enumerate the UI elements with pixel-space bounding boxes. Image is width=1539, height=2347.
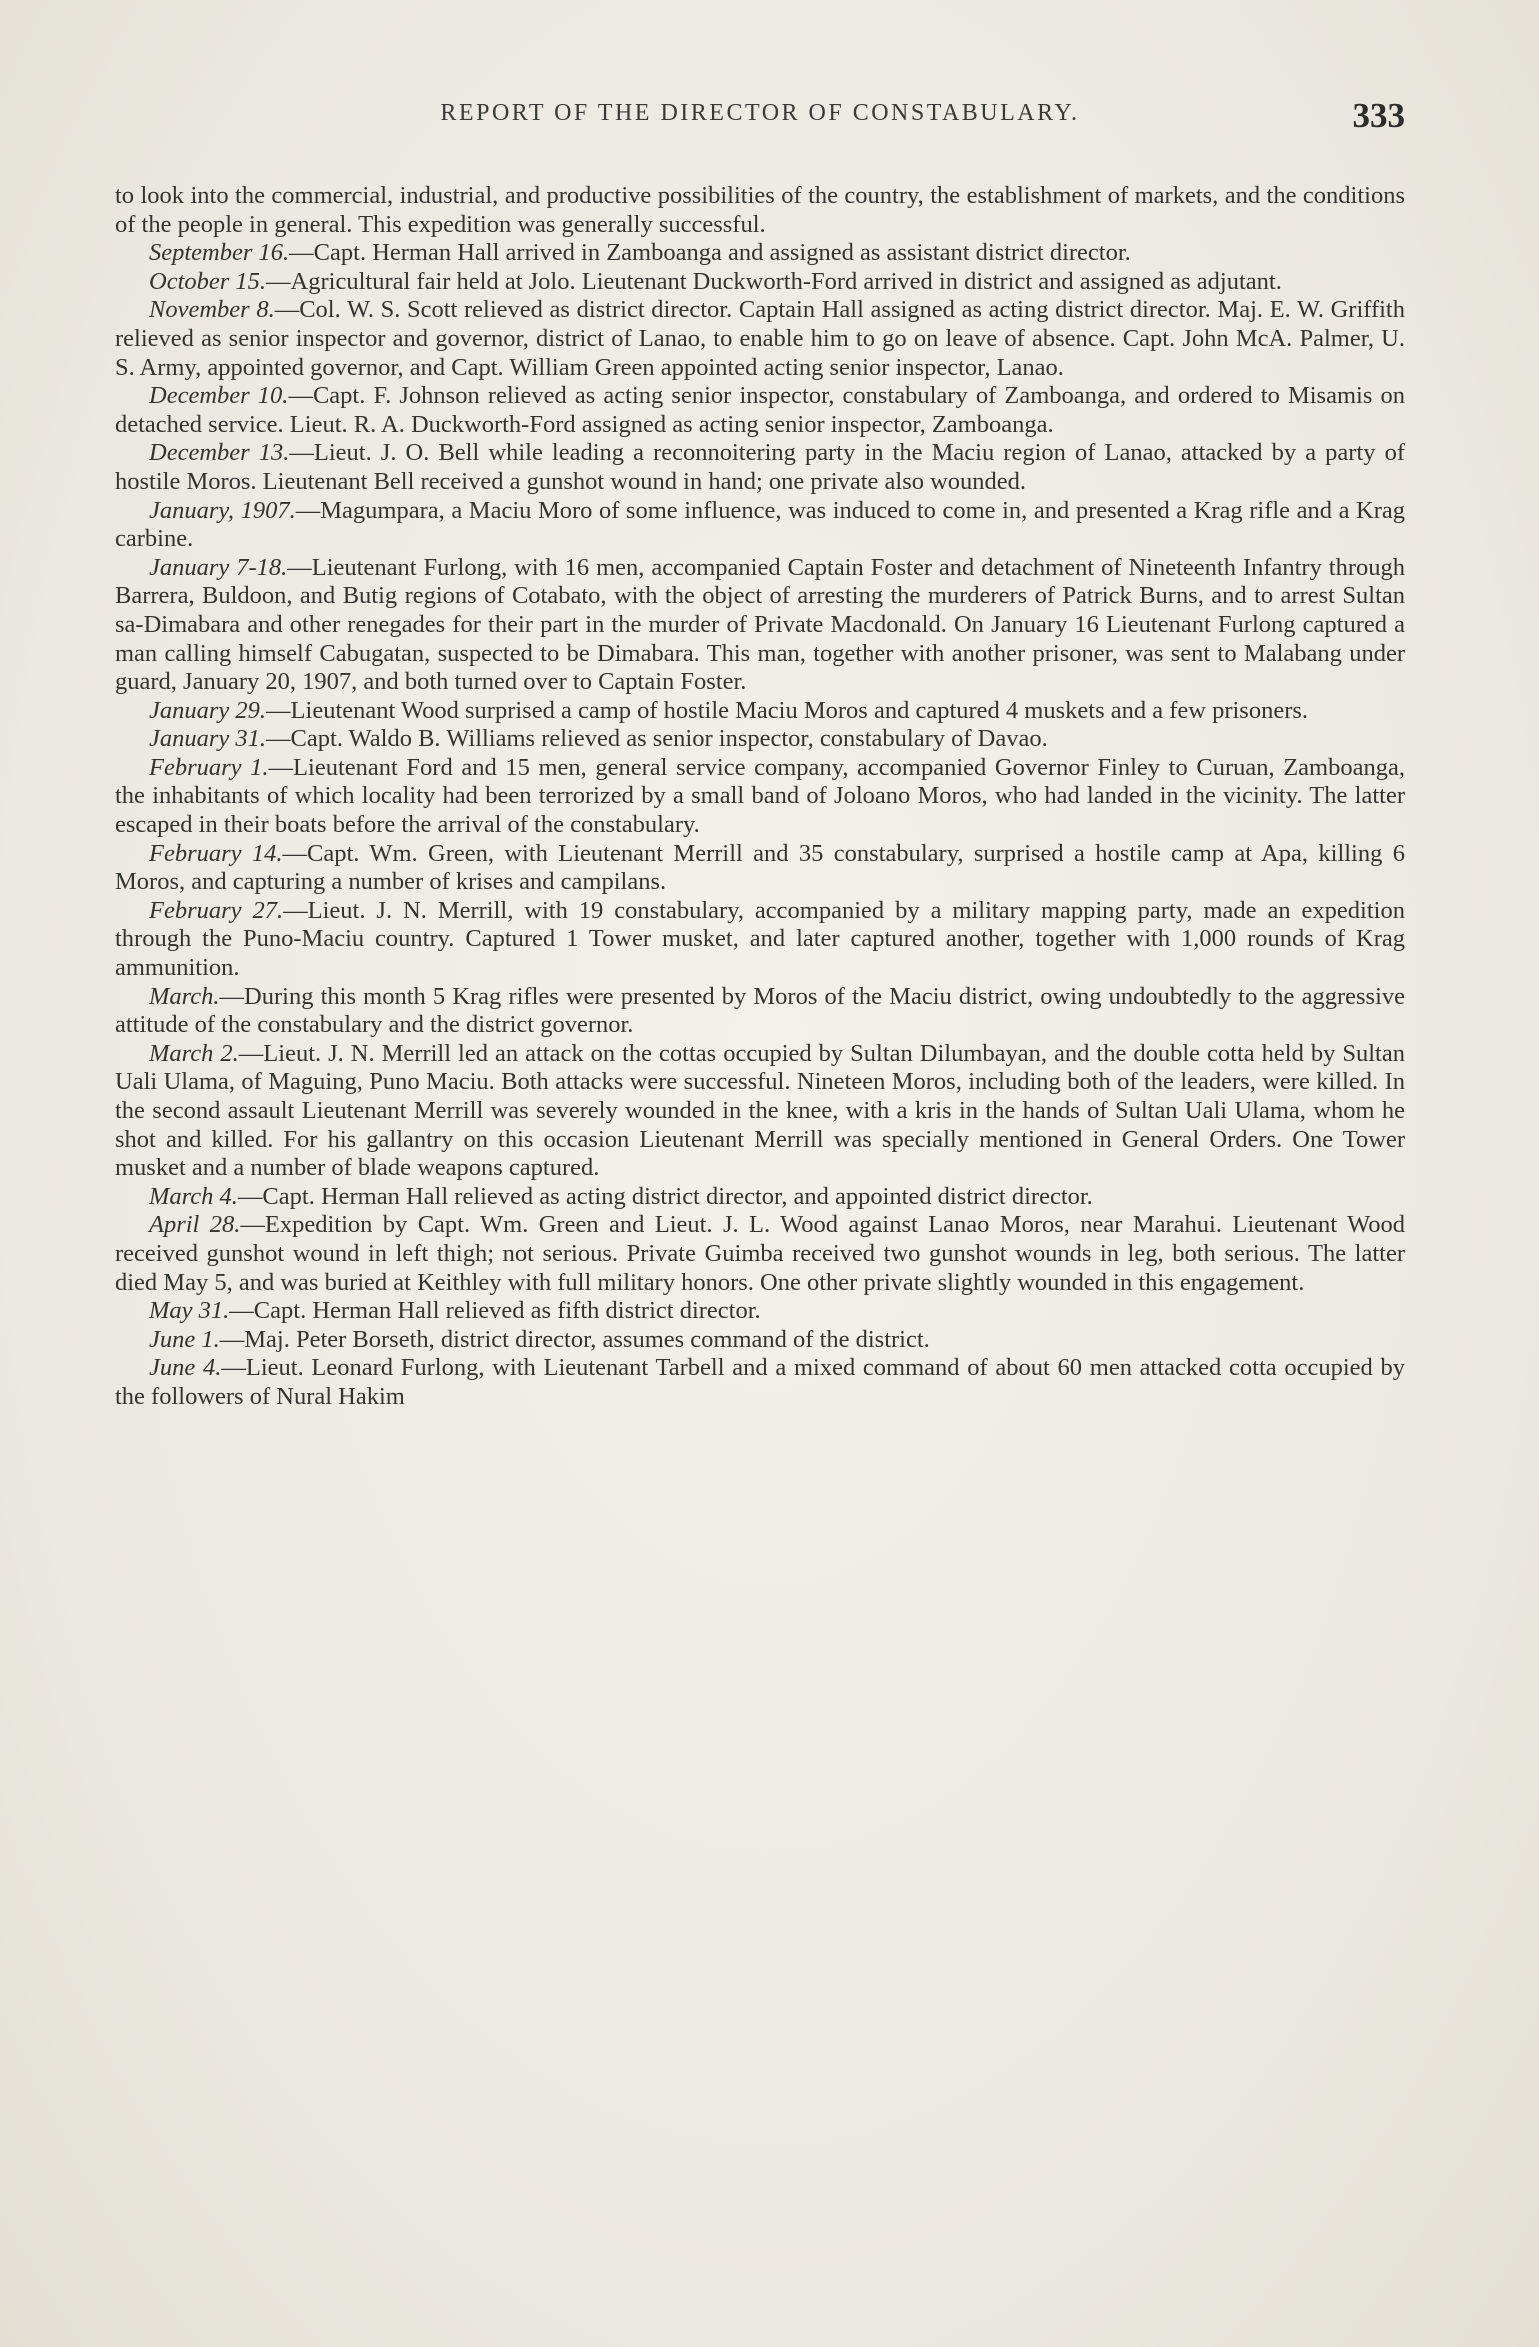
entry-text: —Capt. Herman Hall relieved as acting district director, and appointed district director. — [237, 1182, 1093, 1210]
entry-date: February 14. — [149, 839, 283, 867]
entry-text: —Lieutenant Furlong, with 16 men, accompanied Captain Foster and detachment of Nineteenth Infantry through Barrera, Buldoon, and Butig regions of Cotabato, with the object of arresting the murderers of Patrick Burns, and to arrest Sultan sa-Dimabara and other renegades for their part in the murder of Private Macdonald. On January 16 Lieutenant Furlong captured a man calling himself Cabugatan, suspected to be Dimabara. This man, together with another prisoner, was sent to Malabang under guard, January 20, 1907, and both turned over to Captain Foster. — [115, 553, 1405, 696]
entry-text: —Lieut. Leonard Furlong, with Lieutenant Tarbell and a mixed command of about 60 men attacked cotta occupied by the followers of Nural Hakim — [115, 1354, 1406, 1410]
chronology-entry — [115, 1183, 1405, 1212]
chronology-entry — [115, 268, 1405, 297]
entry-date: February 27. — [149, 896, 284, 924]
entry-text: —Lieutenant Ford and 15 men, general service company, accompanied Governor Finley to Curuan, Zamboanga, the inhabitants of which locality had been terrorized by a small band of Joloano Moros, who had landed in the vicinity. The latter escaped in their boats before the arrival of the constabulary. — [115, 753, 1405, 839]
entry-text: —Lieut. J. O. Bell while leading a reconnoitering party in the Maciu region of Lanao, attacked by a party of hostile Moros. Lieutenant Bell received a gunshot wound in hand; one private also wounded. — [115, 439, 1406, 495]
entry-date: June 1. — [149, 1325, 220, 1353]
body-text — [115, 182, 1405, 1412]
chronology-entry — [115, 1211, 1405, 1297]
entry-date: March 2. — [149, 1039, 239, 1067]
entry-date: October 15. — [149, 267, 267, 295]
chronology-entry — [115, 754, 1405, 840]
running-head: REPORT OF THE DIRECTOR OF CONSTABULARY. — [440, 100, 1080, 126]
entry-text: —Capt. Waldo B. Williams relieved as senior inspector, constabulary of Davao. — [266, 725, 1048, 753]
entry-text: —During this month 5 Krag rifles were presented by Moros of the Maciu district, owing undoubtedly to the aggressive attitude of the constabulary and the district governor. — [115, 982, 1405, 1039]
opening-paragraph: to look into the commercial, industrial, and productive possibilities of the country, the establishment of markets, and the conditions of the people in general. This expedition was generally successful. — [115, 182, 1405, 238]
chronology-entry — [115, 497, 1405, 554]
entry-date: January 31. — [149, 725, 267, 753]
page-header — [115, 96, 1405, 140]
entry-date: February 1. — [149, 753, 269, 781]
entry-date: March. — [149, 982, 220, 1010]
entry-date: April 28. — [149, 1211, 241, 1239]
entry-date: November 8. — [149, 296, 275, 324]
chronology-entry — [115, 1040, 1405, 1183]
chronology-entry — [115, 1326, 1405, 1355]
chronology-entry — [115, 296, 1405, 382]
entry-text: —Capt. Wm. Green, with Lieutenant Merrill and 35 constabulary, surprised a hostile camp at Apa, killing 6 Moros, and capturing a number of krises and campilans. — [115, 839, 1405, 896]
entry-date: May 31. — [149, 1297, 230, 1325]
entry-date: June 4. — [149, 1354, 222, 1382]
entry-text: —Col. W. S. Scott relieved as district director. Captain Hall assigned as acting district director. Maj. E. W. Griffith relieved as senior inspector and governor, district of Lanao, to enable him to go on leave of absence. Capt. John McA. Palmer, U. S. Army, appointed governor, and Capt. William Green appointed acting senior inspector, Lanao. — [115, 296, 1405, 381]
chronology-entry — [115, 725, 1405, 754]
chronology-entry — [115, 239, 1405, 268]
entry-date: September 16. — [149, 239, 290, 267]
entry-date: January 29. — [149, 696, 267, 724]
entry-date: December 13. — [149, 439, 290, 467]
entry-text: —Expedition by Capt. Wm. Green and Lieut. J. L. Wood against Lanao Moros, near Marahui. Lieutenant Wood received gunshot wound in left thigh; not serious. Private Guimba received two gunshot wounds in leg, both serious. The latter died May 5, and was buried at Keithley with full military honors. One other private slightly wounded in this engagement. — [115, 1211, 1405, 1296]
entry-date: January 7-18. — [149, 553, 288, 581]
chronology-entry — [115, 1354, 1405, 1411]
chronology-entry — [115, 840, 1405, 897]
entry-text: —Lieut. J. N. Merrill, with 19 constabulary, accompanied by a military mapping party, made an expedition through the Puno-Maciu country. Captured 1 Tower musket, and later captured another, together with 1,000 rounds of Krag ammunition. — [115, 896, 1405, 982]
page-number: 333 — [1352, 96, 1405, 135]
entry-text: —Lieut. J. N. Merrill led an attack on the cottas occupied by Sultan Dilumbayan, and the double cotta held by Sultan Uali Ulama, of Maguing, Puno Maciu. Both attacks were successful. Nineteen Moros, including both of the leaders, were killed. In the second assault Lieutenant Merrill was severely wounded in the knee, with a kris in the hands of Sultan Uali Ulama, whom he shot and killed. For his gallantry on this occasion Lieutenant Merrill was specially mentioned in General Orders. One Tower musket and a number of blade weapons captured. — [115, 1039, 1405, 1182]
entry-date: December 10. — [149, 382, 289, 410]
chronology-entry — [115, 554, 1405, 697]
entry-text: —Lieutenant Wood surprised a camp of hostile Maciu Moros and captured 4 muskets and a few prisoners. — [266, 696, 1309, 724]
entry-text: —Capt. Herman Hall arrived in Zamboanga and assigned as assistant district director. — [289, 239, 1131, 267]
chronology-entry — [115, 1297, 1405, 1326]
chronology-entry — [115, 382, 1405, 439]
chronology-entry — [115, 983, 1405, 1040]
entry-text: —Maj. Peter Borseth, district director, assumes command of the district. — [219, 1325, 930, 1353]
chronology-entry — [115, 697, 1405, 726]
entry-date: March 4. — [149, 1182, 238, 1210]
chronology-entry — [115, 897, 1405, 983]
entry-text: —Agricultural fair held at Jolo. Lieutenant Duckworth-Ford arrived in district and assigned as adjutant. — [266, 267, 1282, 295]
entry-date: January, 1907. — [149, 496, 296, 524]
entry-text: —Magumpara, a Maciu Moro of some influence, was induced to come in, and presented a Krag rifle and a Krag carbine. — [115, 496, 1405, 553]
chronology-entries — [115, 239, 1405, 1411]
entry-text: —Capt. F. Johnson relieved as acting senior inspector, constabulary of Zamboanga, and ordered to Misamis on detached service. Lieut. R. A. Duckworth-Ford assigned as acting senior inspector, Zamboanga. — [115, 382, 1406, 438]
entry-text: —Capt. Herman Hall relieved as fifth district director. — [229, 1297, 761, 1325]
chronology-entry — [115, 439, 1405, 496]
